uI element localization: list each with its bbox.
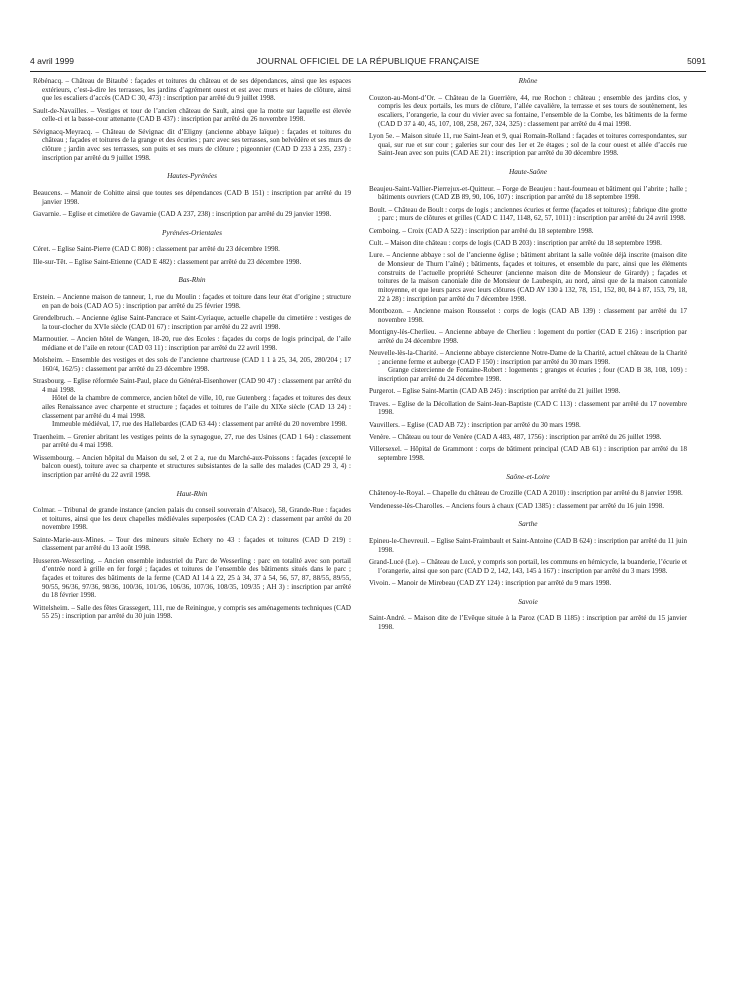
entry bbox=[33, 210, 351, 219]
entry-text: – Château de Sévignac dit d’Eligny (ancienne abbaye laïque) : façades et toitures du château ; façades et toitures de la grange et des écuries ; parc avec ses terrasses, son belvédère et ses murs de clôture ; jardin avec ses terrasses, son puits et ses murs de clôture ; pigeonnier (CAD D 233 à 235, 237) : inscription par arrêté du 9 juillet 1998. bbox=[42, 127, 351, 162]
entry bbox=[369, 421, 687, 430]
entry bbox=[369, 307, 687, 324]
entry-text: – Eglise (CAD AB 72) : inscription par arrêté du 30 mars 1998. bbox=[399, 420, 581, 429]
section-title: Saône-et-Loire bbox=[506, 471, 550, 481]
entry-subtext: Hôtel de la chambre de commerce, ancien hôtel de ville, 10, rue Gutenberg : façades et toitures des deux ailes Renaissance avec charpente et structure ; façades et toitures de l’aile du XIXe siècle (CAD 13 24) : classement par arrêté du 4 mai 1998. bbox=[42, 394, 351, 420]
entry-text: – Tribunal de grande instance (ancien palais du conseil souverain d’Alsace), 58, Grande-Rue : façades et toitures, ainsi que les deux chapelles médiévales superposées (CAD CA 2) : classement par arrêté du 20 novembre 1998. bbox=[42, 506, 351, 532]
entry bbox=[33, 77, 351, 103]
entry bbox=[369, 206, 687, 223]
journal-title: JOURNAL OFFICIEL DE LA RÉPUBLIQUE FRANÇAISE bbox=[256, 56, 480, 66]
right-column bbox=[369, 77, 687, 635]
commune-name: Cult. bbox=[369, 238, 384, 247]
commune-name: Traves. bbox=[369, 399, 391, 408]
entry-text: – Maison dite château : corps de logis (CAD B 203) : inscription par arrêté du 18 septembre 1998. bbox=[383, 238, 662, 247]
entry bbox=[33, 335, 351, 352]
commune-name: Boult. bbox=[369, 205, 387, 214]
commune-name: Wittelsheim. bbox=[33, 603, 70, 612]
entry-text: – Manoir de Mirebeau (CAD ZY 124) : inscription par arrêté du 9 mars 1998. bbox=[390, 578, 612, 587]
entry-text: – Manoir de Cohitte ainsi que toutes ses dépendances (CAD B 151) : inscription par arrêté du 19 janvier 1998. bbox=[42, 188, 351, 206]
commune-name: Vauvillers. bbox=[369, 420, 400, 429]
entry bbox=[33, 604, 351, 621]
entry-text: – Eglise Saint-Fraimbault et Saint-Antoine (CAD B 624) : inscription par arrêté du 11 juin 1998. bbox=[378, 536, 687, 554]
commune-name: Lure. bbox=[369, 251, 385, 260]
commune-name: Neuvelle-lès-la-Charité. bbox=[369, 348, 439, 357]
entry bbox=[369, 328, 687, 345]
entry-text: – Croix (CAD A 522) : inscription par arrêté du 18 septembre 1998. bbox=[400, 226, 594, 235]
commune-name: Venère. bbox=[369, 432, 391, 441]
commune-name: Montigny-lès-Cherlieu. bbox=[369, 327, 437, 336]
entry bbox=[33, 506, 351, 532]
entry-text: – Ancien hôpital du Maison du sel, 2 et 2 a, rue du Marché-aux-Poissons : façades (excepté le balcon ouest), toiture avec sa charpente et structures subsistantes de la salle des malades (CAD 29 3, 4) : inscription par arrêté du 22 avril 1998. bbox=[42, 453, 351, 479]
section-title: Haut-Rhin bbox=[176, 488, 208, 498]
commune-name: Sault-de-Navailles. bbox=[33, 106, 89, 115]
section-title: Rhône bbox=[518, 76, 538, 85]
commune-name: Beaucens. bbox=[33, 188, 63, 197]
commune-name: Sévignacq-Meyracq. bbox=[33, 127, 93, 136]
section-title: Pyrénées-Orientales bbox=[162, 227, 222, 237]
entry bbox=[369, 558, 687, 575]
entry-text: – Chapelle du château de Crozille (CAD A 2010) : inscription par arrêté du 8 janvier 1998. bbox=[425, 489, 683, 498]
entry-text: – Eglise de la Décollation de Saint-Jean-Baptiste (CAD C 113) : classement par arrêté du 17 novembre 1998. bbox=[378, 399, 687, 417]
entry-text: – Château de Lucé, y compris son portail, les communs en hémicycle, la buanderie, l’écurie et l’orangerie, ainsi que son parc (CAD D 2, 142, 143, 145 à 167) : inscription par arrêté du 3 mars 1998. bbox=[378, 557, 688, 575]
entry bbox=[369, 185, 687, 202]
commune-name: Marmoutier. bbox=[33, 334, 69, 343]
entry bbox=[369, 537, 687, 554]
entry bbox=[369, 502, 687, 511]
commune-name: Céret. bbox=[33, 245, 51, 254]
commune-name: Strasbourg. bbox=[33, 376, 66, 385]
entry-text: – Ancienne abbaye de Cherlieu : logement du portier (CAD E 216) : inscription par arrêté du 24 décembre 1998. bbox=[378, 327, 687, 345]
commune-name: Gavarnie. bbox=[33, 209, 62, 218]
section-title: Savoie bbox=[518, 596, 538, 606]
entry-text: – Eglise réformée Saint-Paul, place du Général-Eisenhower (CAD 90 47) : classement par arrêté du 4 mai 1998. bbox=[42, 376, 351, 394]
commune-name: Cemboing. bbox=[369, 226, 401, 235]
entry-subtext: Immeuble médiéval, 17, rue des Hallebardes (CAD 63 44) : classement par arrêté du 20 novembre 1998. bbox=[52, 420, 347, 429]
entry-text: – Maison dite de l’Evêque située à la Paroz (CAD B 1185) : inscription par arrêté du 15 janvier 1998. bbox=[378, 614, 687, 631]
entry bbox=[369, 489, 687, 498]
entry bbox=[369, 132, 687, 158]
commune-name: Husseren-Wesserling. bbox=[33, 556, 96, 565]
entry bbox=[33, 293, 351, 310]
entry bbox=[369, 579, 687, 588]
entry-text: – Eglise Saint-Martin (CAD AB 245) : inscription par arrêté du 21 juillet 1998. bbox=[395, 387, 621, 396]
header-date: 4 avril 1999 bbox=[30, 56, 74, 66]
entry-text: – Ancien ensemble industriel du Parc de Wesserling : parc en totalité avec son portail d’entrée nord à grille en fer forgé ; façades et toitures de l’ensemble des bâtiments situés dans le parc ; façades et toitures des bâtiments de la ferme (CAD AI 14 à 22, 25 à 34, 37 à 54, 56, 57, 87, 88/55, 89/55, 90/55, 96/36, 97/36, 98/36, 100/36, 101/36, 106/36, 107/36, 108/35, 109/35 ; AH 3) : inscription par arrêté du 18 février 1998. bbox=[42, 556, 351, 600]
section-title: Bas-Rhin bbox=[178, 275, 206, 285]
entry-text: – Ancien hôtel de Wangen, 18-20, rue des Ecoles : façades du corps de logis principal, de l’aile médiane et de l’aile en retour (CAD 03 11) : inscription par arrêté du 22 avril 1998. bbox=[42, 334, 351, 352]
entry-text: – Château de Bitaubé : façades et toitures du château et de ses dépendances, ainsi que les espaces extérieurs, c’est-à-dire les terrasses, les jardins d’agrément ouest et est avec murs et haies de clôture, ainsi que les escaliers d’accès (CAD C 30, 473) : inscription par arrêté du 9 juillet 1998. bbox=[42, 77, 351, 103]
entry bbox=[33, 189, 351, 206]
entry-text: – Eglise et cimetière de Gavarnie (CAD A 237, 238) : inscription par arrêté du 29 janvier 1998. bbox=[61, 209, 332, 218]
entry-text: – Château de Boult : corps de logis ; anciennes écuries et ferme (façades et toitures) ; fabrique dite grotte ; parc ; murs de clôtures et grilles (CAD C 1147, 1148, 62, 57, 1011) : inscription par arrêté du 24 avril 1998. bbox=[378, 205, 687, 223]
commune-name: Erstein. bbox=[33, 292, 56, 301]
commune-name: Purgerot. bbox=[369, 387, 396, 396]
commune-name: Molsheim. bbox=[33, 355, 64, 364]
entry bbox=[369, 227, 687, 236]
header-rule bbox=[30, 71, 706, 72]
entry-text: – Anciens fours à chaux (CAD 1385) : classement par arrêté du 16 juin 1998. bbox=[444, 501, 664, 510]
commune-name: Wissembourg. bbox=[33, 453, 75, 462]
entry-text: – Tour des mineurs située Echery no 43 : façades et toitures (CAD D 219) : classement par arrêté du 13 août 1998. bbox=[42, 535, 351, 553]
page-header bbox=[30, 56, 706, 70]
entry-text: – Salle des fêtes Grassegert, 111, rue de Reiningue, y compris ses aménagements techniques (CAD 55 25) : inscription par arrêté du 30 juin 1998. bbox=[42, 603, 351, 621]
commune-name: Couzon-au-Mont-d’Or. bbox=[369, 93, 436, 102]
entry-text: – Hôpital de Grammont : corps de bâtiment principal (CAD AB 61) : inscription par arrêté du 18 septembre 1998. bbox=[378, 445, 687, 462]
commune-name: Colmar. bbox=[33, 506, 56, 515]
commune-name: Grand-Lucé (Le). bbox=[369, 557, 420, 566]
entry bbox=[33, 536, 351, 553]
entry bbox=[33, 245, 351, 254]
commune-name: Sainte-Marie-aux-Mines. bbox=[33, 535, 106, 544]
entry bbox=[33, 557, 351, 600]
commune-name: Montbozon. bbox=[369, 306, 404, 315]
entry bbox=[369, 349, 687, 384]
entry-text: – Ensemble des vestiges et des sols de l’ancienne chartreuse (CAD 1 1 à 25, 34, 205, 280/204 ; 17 160/4, 162/5) : classement par arrêté du 23 décembre 1998. bbox=[42, 355, 351, 373]
commune-name: Saint-André. bbox=[369, 614, 406, 623]
entry bbox=[369, 433, 687, 442]
entry bbox=[33, 356, 351, 373]
commune-name: Vendenesse-lès-Charolles. bbox=[369, 501, 445, 510]
entry bbox=[369, 400, 687, 417]
entry bbox=[369, 251, 687, 303]
entry-text: – Ancienne abbaye cistercienne Notre-Dame de la Charité, actuel château de la Charité ; ancienne ferme et auberge (CAD F 150) : inscription par arrêté du 30 mars 1998. bbox=[378, 348, 687, 366]
commune-name: Villersexel. bbox=[369, 445, 402, 454]
entry bbox=[369, 614, 687, 631]
entry bbox=[369, 445, 687, 462]
commune-name: Beaujeu-Saint-Vallier-Pierrejux-et-Quitteur. bbox=[369, 184, 495, 193]
section-title: Hautes-Pyrénées bbox=[167, 171, 217, 181]
entry bbox=[33, 314, 351, 331]
entry-text: – Eglise Saint-Etienne (CAD E 482) : classement par arrêté du 23 décembre 1998. bbox=[67, 257, 302, 266]
entry-text: – Forge de Beaujeu : haut-fourneau et bâtiment qui l’abrite ; halle ; bâtiments ouvriers (CAD ZB 89, 90, 106, 107) : inscription par arrêté du 18 septembre 1998. bbox=[378, 184, 687, 202]
commune-name: Rébénacq. bbox=[33, 77, 63, 85]
entry bbox=[33, 107, 351, 124]
entry-text: – Vestiges et tour de l’ancien château de Sault, ainsi que la motte sur laquelle est élevée celle-ci et la basse-cour attenante (CAD B 437) : inscription par arrêté du 26 novembre 1998. bbox=[42, 106, 351, 124]
commune-name: Epineu-le-Chevreuil. bbox=[369, 536, 430, 545]
entry bbox=[369, 387, 687, 396]
section-title: Sarthe bbox=[518, 519, 538, 529]
commune-name: Traenheim. bbox=[33, 432, 66, 441]
commune-name: Châtenoy-le-Royal. bbox=[369, 489, 426, 498]
section-title: Haute-Saône bbox=[508, 166, 548, 176]
entry-text: – Maison située 11, rue Saint-Jean et 9, quai Romain-Rolland : façades et toitures correspondantes, sur quai, sur rue et sur cour ; galeries sur cour des 1er et 2e étages ; sol de la cour ouest et allée d’accès rue Saint-Jean avec son puits (CAD AE 21) : inscription par arrêté du 30 décembre 1998. bbox=[378, 131, 687, 158]
entry-text: – Ancienne église Saint-Pancrace et Saint-Cyriaque, actuelle chapelle du cimetière : vestiges de la tour-clocher du XVIe siècle (CAD 01 67) : inscription par arrêté du 22 avril 1998. bbox=[42, 313, 351, 331]
commune-name: Grendelbruch. bbox=[33, 313, 75, 322]
entry bbox=[33, 433, 351, 450]
entry-text: – Ancienne abbaye : sol de l’ancienne église ; bâtiment abritant la salle voûtée déjà inscrite (maison dite de Monsieur de Thurn l’aîné) ; bâtiments, façades et toitures, et ensemble du parc, ainsi que les éléments construits de l’actuelle propriété Scheurer (ancienne maison dite de Monsieur de Girardy) ; façades et toitures de la maison canoniale dite de Monsieur de Laubespin, au nord, ainsi que de la maison canoniale mitoyenne, et que leurs parcs avec leurs clôtures (CAD AV 130 à 132, 78, 151, 152, 80, 84 à 87, 153, 79, 18, 22 à 28) : inscription par arrêté du 7 décembre 1998. bbox=[378, 251, 687, 303]
entry bbox=[369, 239, 687, 248]
commune-name: Vivoin. bbox=[369, 578, 391, 587]
left-column bbox=[33, 77, 351, 625]
entry bbox=[369, 94, 687, 129]
entry bbox=[33, 377, 351, 429]
entry-text: – Ancienne maison de tanneur, 1, rue du Moulin : façades et toiture dans leur état d’origine ; structure en pan de bois (CAD AO 5) : inscription par arrêté du 25 février 1998. bbox=[42, 292, 351, 310]
entry-text: – Ancienne maison Rousselot : corps de logis (CAD AB 139) : classement par arrêté du 17 novembre 1998. bbox=[378, 306, 687, 324]
entry bbox=[33, 454, 351, 480]
entry bbox=[33, 258, 351, 267]
entry-text: – Château ou tour de Venère (CAD A 483, 487, 1756) : inscription par arrêté du 26 juillet 1998. bbox=[390, 432, 662, 441]
entry-text: – Grenier abritant les vestiges peints de la synagogue, 27, rue des Usines (CAD 1 64) : classement par arrêté du 4 mai 1998. bbox=[42, 432, 351, 450]
commune-name: Lyon 5e. bbox=[369, 131, 395, 140]
commune-name: Ille-sur-Têt. bbox=[33, 257, 68, 266]
page-number: 5091 bbox=[687, 56, 706, 66]
entry-text: – Eglise Saint-Pierre (CAD C 808) : classement par arrêté du 23 décembre 1998. bbox=[50, 245, 280, 254]
entry-text: – Château de la Guerrière, 44, rue Rochon : château ; ensemble des jardins clos, y compris les deux portails, les murs de clôture, l’allée cavalière, la terrasse et ses tours de soutènement, les escaliers, l’orangerie, la cour du vivier avec sa fontaine, l’ensemble de la Combe, les bâtiments de la ferme (CAD D 37 à 40, 45, 107, 108, 258, 267, 324, 325) : classement par arrêté du 4 mai 1998. bbox=[378, 93, 687, 128]
entry-subtext: Grange cistercienne de Fontaine-Robert : logements ; granges et écuries ; four (CAD B 38, 108, 109) : inscription par arrêté du 24 décembre 1998. bbox=[378, 366, 687, 383]
entry bbox=[33, 128, 351, 163]
